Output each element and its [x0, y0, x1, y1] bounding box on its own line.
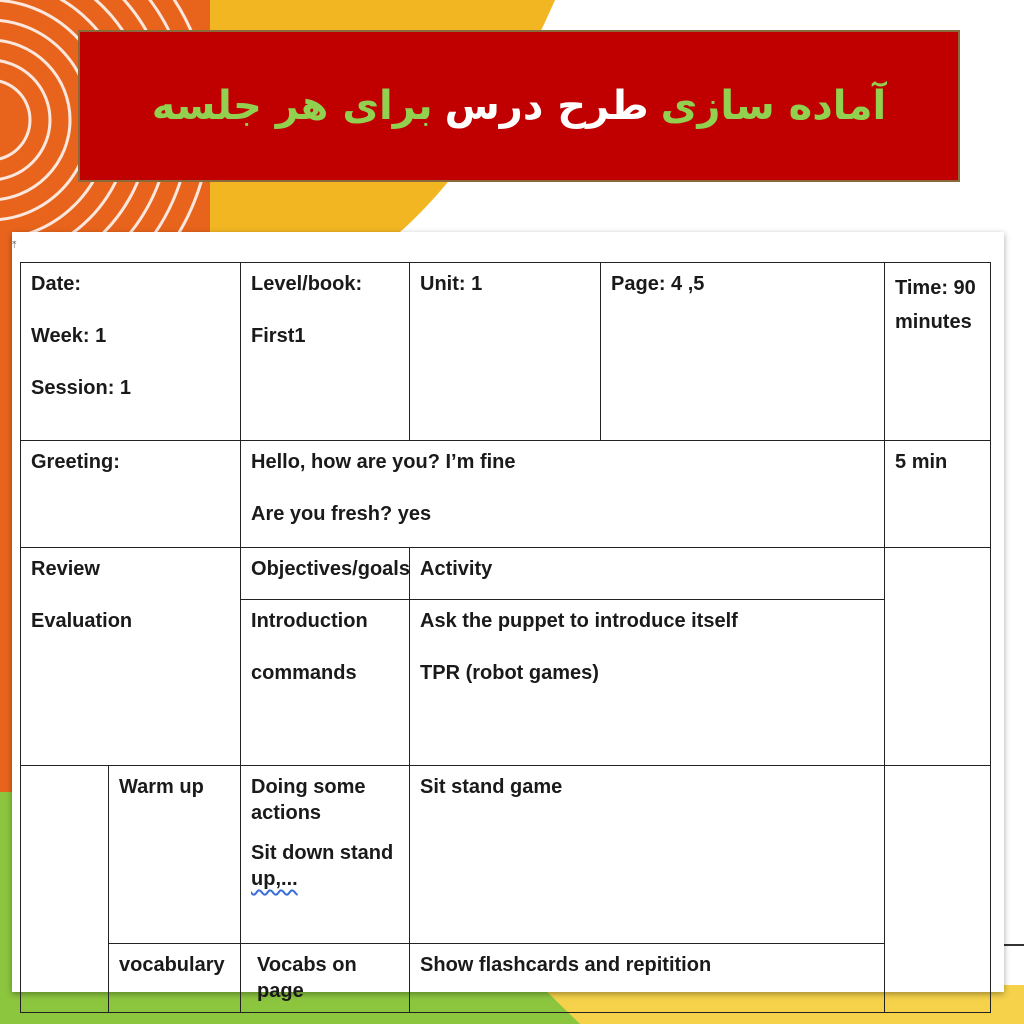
anchor-icon: ⤒ — [12, 240, 17, 251]
date-cell — [21, 263, 241, 441]
time-cell — [885, 263, 991, 441]
review-cell — [21, 548, 241, 766]
session-value: Session: 1 — [31, 377, 132, 399]
vocab-goal-cell — [241, 944, 410, 1013]
level-cell — [241, 263, 410, 441]
table-row — [21, 548, 991, 600]
warmup-goal-2 — [251, 840, 399, 892]
greeting-line-2: Are you fresh? yes — [251, 503, 432, 525]
activity-2: TPR (robot games) — [420, 662, 599, 684]
title-banner — [78, 30, 960, 182]
date-label: Date: — [31, 273, 82, 295]
unit-cell — [410, 263, 601, 441]
banner-part-1: آماده سازی — [660, 83, 887, 129]
stage-empty-cell — [21, 766, 109, 1013]
warmup-activity-cell — [410, 766, 885, 944]
vocab-goal: Vocabs on page — [257, 954, 357, 1002]
table-row — [21, 766, 991, 944]
level-value: First1 — [251, 325, 306, 347]
review-label: Review — [31, 558, 100, 580]
review-time-cell — [885, 548, 991, 766]
objectives-header-cell — [241, 548, 410, 600]
vocab-label-cell — [109, 944, 241, 1013]
warmup-label-cell — [109, 766, 241, 944]
activity-header-cell — [410, 548, 885, 600]
page-value: Page: 4 ,5 — [611, 273, 705, 295]
objective-1: Introduction — [251, 610, 368, 632]
warmup-time-cell — [885, 766, 991, 1013]
vocab-activity: Show flashcards and repitition — [420, 954, 712, 976]
week-value: Week: 1 — [31, 325, 107, 347]
table-row — [21, 441, 991, 548]
banner-part-2: طرح درس — [444, 83, 649, 129]
warmup-goal-2b: up,... — [251, 868, 298, 890]
greeting-label: Greeting: — [31, 451, 120, 473]
greeting-content-cell[interactable] — [241, 441, 885, 548]
table-row — [21, 944, 991, 1013]
page-cell — [601, 263, 885, 441]
greeting-line-1: Hello, how are you? I’m fine — [251, 451, 516, 473]
review-objectives-cell — [241, 600, 410, 766]
objective-2: commands — [251, 662, 357, 684]
evaluation-label: Evaluation — [31, 610, 133, 632]
lesson-plan-table — [20, 262, 991, 1013]
activity-1: Ask the puppet to introduce itself — [420, 610, 738, 632]
time-value: Time: 90 minutes — [895, 277, 976, 333]
warmup-label: Warm up — [119, 776, 204, 798]
warmup-goal-2a: Sit down stand — [251, 842, 394, 864]
warmup-activity: Sit stand game — [420, 776, 563, 798]
vocab-label: vocabulary — [119, 954, 225, 976]
level-label: Level/book: — [251, 273, 363, 295]
greeting-time: 5 min — [895, 451, 948, 473]
activity-header: Activity — [420, 558, 493, 580]
greeting-label-cell — [21, 441, 241, 548]
greeting-time-cell — [885, 441, 991, 548]
objectives-header: Objectives/goals — [251, 558, 410, 580]
banner-part-3: برای هر جلسه — [151, 83, 433, 129]
vocab-activity-cell — [410, 944, 885, 1013]
review-activity-cell — [410, 600, 885, 766]
unit-value: Unit: 1 — [420, 273, 483, 295]
table-row — [21, 263, 991, 441]
warmup-goal-cell — [241, 766, 410, 944]
warmup-goal-1: Doing some actions — [251, 776, 366, 824]
